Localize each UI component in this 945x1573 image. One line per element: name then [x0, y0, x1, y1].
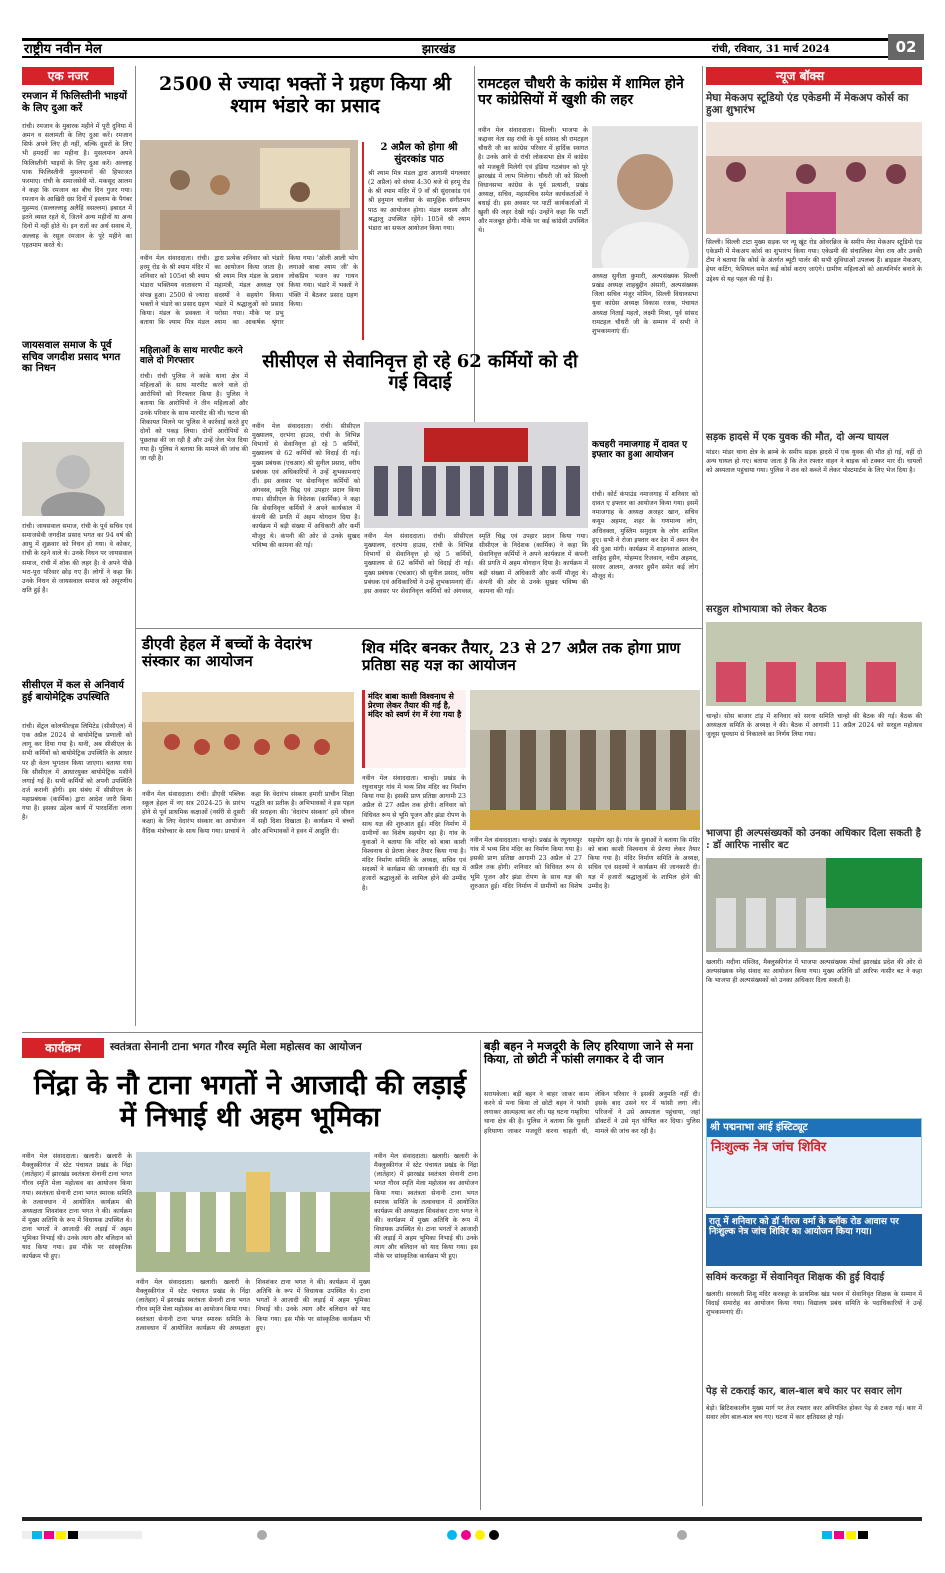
karyakram-label: कार्यक्रम [22, 1038, 104, 1058]
page-number: 02 [888, 34, 924, 60]
section-name: झारखंड [422, 42, 456, 56]
left-story2-title: जायसवाल समाज के पूर्व सचिव जगदीश प्रसाद भगत का निधन [22, 340, 121, 374]
headline-ccl-retirement: सीसीएल से सेवानिवृत्त हो रहे 62 कर्मियों को दी गई विदाई [262, 351, 578, 393]
shiv-mandir-photo [470, 690, 700, 830]
headline-arrest: महिलाओं के साथ मारपीट करने वाले दो गिरफ्तार [140, 346, 243, 367]
right-story4-body: खलारी। मदीना मस्जिद, मैक्लुस्कीगंज में भाजपा अल्पसंख्यक मोर्चा झारखंड प्रदेश की ओर से अल्पसंख्यक स्नेह संवाद का आयोजन किया गया। मुख्य अतिथि डॉ आरिफ नासीर बट ने कहा कि भाजपा ही अल्पसंख्यकों को उनका अधिकार दिला सकती है। [706, 959, 922, 985]
right-story2-body: मांडर। मांडर थाना क्षेत्र के ब्राम्बे के समीप सड़क हादसे में एक युवक की मौत हो गई, वहीं दो अन्य घायल हो गए। बताया जाता है कि तेज रफ्तार वाहन ने बाइक को टक्कर मार दी। घायलों को अस्पताल पहुंचाया गया। पुलिस ने शव को कब्जे में लेकर पोस्टमार्टम के लिए भेज दिया है। [706, 449, 922, 475]
shiv-subhead: मंदिर बाबा काशी विश्वनाथ से प्रेरणा लेकर तैयार की गई है, मंदिर को स्वर्ण रंग में रंगा गया है [368, 691, 462, 720]
ccl-body: नवीन मेल संवाददाता। रांची। सीसीएल मुख्यालय, दरभंगा हाउस, रांची के विभिन्न विभागों से सेवानिवृत्त हो रहे 5 कर्मियों, मुख्यालय से 62 कर्मियों को विदाई दी गई। मुख्य प्रबंधक (एचआर) श्री सुनील प्रसाद, वरीय प्रबंधक एवं अधिकारियों ने उन्हें शुभकामनाएं दीं। इस अवसर पर सेवानिवृत्त कर्मियों को अंगवस्त्र, स्मृति चिह्न एवं उपहार प्रदान किया गया। सीसीएल के निदेशक (कार्मिक) ने कहा कि सेवानिवृत्त कर्मियों ने अपने कार्यकाल में कंपनी की प्रगति में अहम योगदान दिया है। कार्यक्रम में बड़ी संख्या में अधिकारी और कर्मी मौजूद थे। कंपनी की ओर से उनके सुखद भविष्य की कामना की गई। [252, 423, 360, 549]
shiv-subhead-box [362, 690, 466, 768]
headline-dav: डीएवी हेहल में बच्चों के वेदारंभ संस्कार का आयोजन [142, 635, 312, 671]
shiv-body: नवीन मेल संवाददाता। चान्हो। प्रखंड के रघुनाथपुर गांव में भव्य शिव मंदिर का निर्माण किया गया है। इसकी प्राण प्रतिष्ठा आगामी 23 अप्रैल से 27 अप्रैल तक होगी। शनिवार को विधिवत रूप से भूमि पूजन और झंडा रोपण के साथ यज्ञ की शुरुआत हुई। मंदिर निर्माण में ग्रामीणों का विशेष सहयोग रहा है। गांव के युवाओं ने बताया कि मंदिर को बाबा काशी विश्वनाथ से प्रेरणा लेकर तैयार किया गया है। मंदिर निर्माण समिति के अध्यक्ष, सचिव एवं सदस्यों ने कार्यक्रम की जानकारी दी। यज्ञ में हजारों श्रद्धालुओं के शामिल होने की उम्मीद है। [362, 775, 466, 892]
iftar-body: रांची। कोर्ट कंपाउंड नमाजगाह में शनिवार को दावत ए इफ्तार का आयोजन किया गया। इसमें नमाजगाह के अध्यक्ष अजहर खान, सचिव कयूम अहमद, शहर के गणमान्य लोग, अधिवक्ता, मुस्लिम समुदाय के लोग शामिल हुए। सभी ने रोजा इफ्तार कर देश में अमन चैन की दुआ मांगी। कार्यक्रम में शाहनवाज आलम, शाहिद हुसैन, मोहम्मद रिजवान, नदीम अहमद, सरवर आलम, अनवर हुसैन समेत कई लोग मौजूद थे। [592, 491, 698, 581]
karyakram-strap: स्वतंत्रता सेनानी टाना भगत गौरव स्मृति मेला महोत्सव का आयोजन [110, 1041, 362, 1053]
bjp-meeting-photo [706, 858, 922, 952]
headline-iftar: कचहरी नमाजगाह में दावत ए इफ्तार का हुआ आयोजन [592, 440, 688, 461]
sister-body: सरायकेला। बड़ी बहन ने बाहर जाकर काम करने से मना किया तो छोटी बहन ने फांसी लगाकर आत्महत्या कर ली। यह घटना गम्हरिया थाना क्षेत्र की है। पुलिस ने बताया कि युवती हरियाणा जाकर मजदूरी करना चाहती थी, लेकिन परिवार ने इसकी अनुमति नहीं दी। इसके बाद उसने घर में फांसी लगा ली। परिजनों ने उसे अस्पताल पहुंचाया, जहां डॉक्टरों ने उसे मृत घोषित कर दिया। पुलिस मामले की जांच कर रही है। [484, 1091, 700, 1135]
tana-bhagat-body-3: नवीन मेल संवाददाता। खलारी। खलारी के मैक्लुस्कीगंज में स्टेट पंचायत प्रखंड के निंद्रा (लातेहार) में झारखंड स्वतंत्रता सेनानी टाना भगत गौरव स्मृति मेला महोत्सव का आयोजन किया गया। स्वतंत्रता सेनानी टाना भगत स्मारक समिति के तत्वावधान में आयोजित कार्यक्रम की अध्यक्षता शिवशंकर टाना भगत ने की। कार्यक्रम में मुख्य अतिथि के रूप में विधायक उपस्थित थे। टाना भगतों ने आजादी की लड़ाई में अहम भूमिका निभाई थी। उनके त्याग और बलिदान को याद किया गया। इस मौके पर सांस्कृतिक कार्यक्रम भी हुए। [374, 1153, 478, 1261]
tana-bhagat-body: नवीन मेल संवाददाता। खलारी। खलारी के मैक्लुस्कीगंज में स्टेट पंचायत प्रखंड के निंद्रा (लातेहार) में झारखंड स्वतंत्रता सेनानी टाना भगत गौरव स्मृति मेला महोत्सव का आयोजन किया गया। स्वतंत्रता सेनानी टाना भगत स्मारक समिति के तत्वावधान में आयोजित कार्यक्रम की अध्यक्षता शिवशंकर टाना भगत ने की। कार्यक्रम में मुख्य अतिथि के रूप में विधायक उपस्थित थे। टाना भगतों ने आजादी की लड़ाई में अहम भूमिका निभाई थी। उनके त्याग और बलिदान को याद किया गया। इस मौके पर सांस्कृतिक कार्यक्रम भी हुए। [22, 1153, 132, 1261]
headline-shiv-mandir: शिव मंदिर बनकर तैयार, 23 से 27 अप्रैल तक होगा प्राण प्रतिष्ठा सह यज्ञ का आयोजन [362, 639, 681, 675]
eye-camp-title: निःशुल्क नेत्र जांच शिविर [711, 1139, 827, 1155]
paper-name: राष्ट्रीय नवीन मेल [24, 42, 102, 57]
right-story6-title: पेड़ से टकराई कार, बाल-बाल बचे कार पर सवार लोग [706, 1386, 902, 1397]
right-story1-title: मेघा मेकअप स्टूडियो एंड एकेडमी में मेकअप कोर्स का हुआ शुभारंभ [706, 92, 909, 117]
eye-camp-banner [706, 1118, 922, 1208]
right-story4-title: भाजपा ही अल्पसंख्यकों को उनका अधिकार दिला सकती है : डॉ आरिफ नासीर बट [706, 828, 921, 851]
tana-bhagat-body-2: नवीन मेल संवाददाता। खलारी। खलारी के मैक्लुस्कीगंज में स्टेट पंचायत प्रखंड के निंद्रा (लातेहार) में झारखंड स्वतंत्रता सेनानी टाना भगत गौरव स्मृति मेला महोत्सव का आयोजन किया गया। स्वतंत्रता सेनानी टाना भगत स्मारक समिति के तत्वावधान में आयोजित कार्यक्रम की अध्यक्षता शिवशंकर टाना भगत ने की। कार्यक्रम में मुख्य अतिथि के रूप में विधायक उपस्थित थे। टाना भगतों ने आजादी की लड़ाई में अहम भूमिका निभाई थी। उनके त्याग और बलिदान को याद किया गया। इस मौके पर सांस्कृतिक कार्यक्रम भी हुए। [136, 1279, 370, 1332]
right-story6-body: बेड़ो। ब्रिटिशकालीन मुख्य मार्ग पर तेज रफ्तार कार अनियंत्रित होकर पेड़ से टकरा गई। कार में सवार लोग बाल-बाल बच गए। घटना में कार क्षतिग्रस्त हो गई। [706, 1405, 922, 1422]
right-story5-title: सविमं करकट्टा में सेवानिवृत शिक्षक की हुई विदाई [706, 1272, 885, 1283]
right-story3-body: चान्हो। सोस बाजार टांड़ में शनिवार को सरना समिति चान्हो की बैठक की गई। बैठक की अध्यक्षता समिति के अध्यक्ष ने की। बैठक में आगामी 11 अप्रैल 2024 को सरहुल महोत्सव जुलूस धूमधाम से निकालने का निर्णय लिया गया। [706, 713, 922, 739]
headline-ramtahal: रामटहल चौधरी के कांग्रेस में शामिल होने पर कांग्रेसियों में खुशी की लहर [478, 76, 684, 109]
color-registration-strip [22, 1526, 922, 1538]
bhandara-photo [140, 140, 358, 250]
arrest-body: रांची। रांची पुलिस ने कांके थाना क्षेत्र में महिलाओं के साथ मारपीट करने वाले दो आरोपियों को गिरफ्तार किया है। पुलिस ने बताया कि आरोपियों ने तीन महिलाओं और उनके परिवार के साथ मारपीट की थी। घटना की शिकायत मिलने पर पुलिस ने कार्रवाई करते हुए दोनों को पकड़ लिया। दोनों आरोपियों से पूछताछ की जा रही है और उन्हें जेल भेज दिया गया है। पुलिस ने बताया कि मामले की जांच की जा रही है। [140, 373, 248, 463]
jagdish-photo [22, 442, 124, 516]
sundarkand-body: श्री श्याम मित्र मंडल द्वारा आगामी मंगलवार (2 अप्रैल) को संध्या 4:30 बजे से हरमू रोड के श्री श्याम मंदिर में 9 वाँ श्री सुंदरकांड एवं श्री हनुमान चालीसा के सामूहिक संगीतमय पाठ का आयोजन होगा। मंडल सदस्य और श्रद्धालु उपस्थित रहेंगे। 105वें श्री श्याम भंडारा का सफल आयोजन किया गया। [368, 170, 470, 232]
makeup-photo [706, 122, 922, 234]
sundarkand-box [362, 142, 470, 340]
masthead [22, 38, 922, 58]
left-story3-body: रांची। सेंट्रल कोलफील्ड्स लिमिटेड (सीसीएल) में एक अप्रैल 2024 से बायोमेट्रिक प्रणाली को लागू कर दिया गया है। यानी, अब सीसीएल के सभी कर्मियों को बायोमेट्रिक उपस्थिति के आधार पर ही वेतन भुगतान किया जाएगा। बताया गया कि सीसीएल में आधारयुक्त बायोमेट्रिक मशीनें लगाई गई हैं। सभी कर्मियों को अपनी उपस्थिति दर्ज करानी होगी। इस संबंध में सीसीएल के महाप्रबंधक (कार्मिक) द्वारा आदेश जारी किया गया है। इसका उद्देश्य कार्य में पारदर्शिता लाना है। [22, 723, 132, 822]
eye-institute-name: श्री पद्मनाभा आई इंस्टिट्यूट [707, 1119, 921, 1137]
headline-tana-bhagat: निंद्रा के नौ टाना भगतों ने आजादी की लड़ाई में निभाई थी अहम भूमिका [33, 1070, 467, 1134]
left-story3-title: सीसीएल में कल से अनिवार्य हुई बायोमेट्रिक उपस्थिति [22, 680, 124, 703]
headline-shyam-bhandara: 2500 से ज्यादा भक्तों ने ग्रहण किया श्री श्याम भंडारे का प्रसाद [158, 73, 452, 117]
news-box-label: न्यूज बॉक्स [706, 67, 922, 85]
footer-rule [22, 1517, 922, 1521]
right-story5-body: खलारी। सरस्वती शिशु मंदिर करकट्टा के प्राथमिक खंड भवन में सेवानिवृत शिक्षक के सम्मान में विदाई समारोह का आयोजन किया गया। विद्यालय प्रबंध समिति के पदाधिकारियों ने उन्हें शुभकामनाएं दीं। [706, 1291, 922, 1317]
shiv-body-2: नवीन मेल संवाददाता। चान्हो। प्रखंड के रघुनाथपुर गांव में भव्य शिव मंदिर का निर्माण किया गया है। इसकी प्राण प्रतिष्ठा आगामी 23 अप्रैल से 27 अप्रैल तक होगी। शनिवार को विधिवत रूप से भूमि पूजन और झंडा रोपण के साथ यज्ञ की शुरुआत हुई। मंदिर निर्माण में ग्रामीणों का विशेष सहयोग रहा है। गांव के युवाओं ने बताया कि मंदिर को बाबा काशी विश्वनाथ से प्रेरणा लेकर तैयार किया गया है। मंदिर निर्माण समिति के अध्यक्ष, सचिव एवं सदस्यों ने कार्यक्रम की जानकारी दी। यज्ञ में हजारों श्रद्धालुओं के शामिल होने की उम्मीद है। [470, 837, 700, 890]
dav-body: नवीन मेल संवाददाता। रांची। डीएवी पब्लिक स्कूल हेहल में नए सत्र 2024-25 के प्रारंभ होने से पूर्व प्राथमिक कक्षाओं (नर्सरी से दूसरी कक्षा) के लिए वेदारंभ संस्कार का आयोजन वैदिक मंत्रोच्चार के साथ किया गया। प्राचार्य ने कहा कि वेदारंभ संस्कार हमारी प्राचीन शिक्षा पद्धति का प्रतीक है। अभिभावकों ने इस पहल की सराहना की। 'वेदारंभ संस्कार' हमें जीवन में सही दिशा दिखाता है। कार्यक्रम में बच्चों और अभिभावकों ने हवन में आहुति दी। [142, 791, 354, 835]
tana-bhagat-photo [136, 1152, 370, 1272]
ramtahal-body: नवीन मेल संवाददाता। सिल्ली। भाजपा के कद्दावर नेता सह रांची के पूर्व सांसद श्री रामटहल चौधरी जी का कांग्रेस परिवार में हार्दिक स्वागत है। उनके आने से रांची लोकसभा क्षेत्र में कांग्रेस को मजबूती मिलेगी एवं इंडिया गठबंधन को पूरे झारखंड में लाभ मिलेगा। चौधरी जी को सिल्ली विधानसभा कांग्रेस के पूर्व प्रत्याशी, प्रखंड अध्यक्ष, सचिव, महासचिव समेत कार्यकर्ताओं ने बधाई दी। इस अवसर पर पार्टी कार्यकर्ताओं में खुशी की लहर देखी गई। उन्होंने कहा कि पार्टी और मजबूत होगी। मौके पर कई कांग्रेसी उपस्थित थे। [478, 127, 588, 235]
right-story3-title: सरहुल शोभायात्रा को लेकर बैठक [706, 604, 827, 615]
left-story1-body: रांची। रमजान के मुबारक महीने में पूरी दुनिया में अमन व सलामती के लिए दुआ करें। रमजान सिर्फ अपने लिए ही नहीं, बल्कि दूसरों के लिए भी हमदर्दी का महीना है। मुसलमान अपने फिलिस्तीनी भाइयों के लिए दुआ करें। अल्लाह पाक फिलिस्तीनी मुसलमानों की हिफाजत फरमाए। रांची के समाजसेवी मो. मकसूद आलम ने कहा कि रमजान का बीच दिन गुजर गया। रमजान के आखिरी दस दिनों में इस्लाम के पैगंबर मुहम्मद (सल्लल्लाहु अलैहि वसल्लम) इबादत में इतने व्यस्त रहते थे, जितने अन्य महीनों या अन्य दिनों में नहीं होते थे। इन रातों का अर्थ सवाब में, अल्लाह के रसूल रमजान के पूरे महीने का एहतमाम करते थे। [22, 123, 132, 249]
right-story1-body: सिल्ली। सिल्ली टाटा मुख्य सड़क पर न्यू खूंट रोड ओवरब्रिज के समीप मेघा मेकअप स्टूडियो एंड एकेडमी में मेकअप कोर्स का शुभारंभ किया गया। एकेडमी की संचालिका मेघा राय और उनकी टीम ने बताया कि कोर्स के अंतर्गत ब्यूटी पार्लर की सभी सुविधाओं उपलब्ध हैं। ब्राइडल मेकअप, हेयर कटिंग, फेशियल समेत कई कोर्स कराए जाएंगे। ग्रामीण महिलाओं को आत्मनिर्भर बनाने के उद्देश्य से यह पहल की गई है। [706, 239, 922, 283]
sarhul-photo [706, 622, 922, 706]
right-story2-title: सड़क हादसे में एक युवक की मौत, दो अन्य घायल [706, 432, 889, 443]
dav-photo [142, 692, 354, 784]
headline-sister: बड़ी बहन ने मजदूरी के लिए हरियाणा जाने से मना किया, तो छोटी ने फांसी लगाकर दे दी जान [484, 1039, 693, 1067]
ccl-photo [364, 422, 588, 528]
dateline: रांची, रविवार, 31 मार्च 2024 [712, 44, 830, 55]
ccl-body-2: नवीन मेल संवाददाता। रांची। सीसीएल मुख्यालय, दरभंगा हाउस, रांची के विभिन्न विभागों से सेवानिवृत्त हो रहे 5 कर्मियों, मुख्यालय से 62 कर्मियों को विदाई दी गई। मुख्य प्रबंधक (एचआर) श्री सुनील प्रसाद, वरीय प्रबंधक एवं अधिकारियों ने उन्हें शुभकामनाएं दीं। इस अवसर पर सेवानिवृत्त कर्मियों को अंगवस्त्र, स्मृति चिह्न एवं उपहार प्रदान किया गया। सीसीएल के निदेशक (कार्मिक) ने कहा कि सेवानिवृत्त कर्मियों ने अपने कार्यकाल में कंपनी की प्रगति में अहम योगदान दिया है। कार्यक्रम में बड़ी संख्या में अधिकारी और कर्मी मौजूद थे। कंपनी की ओर से उनके सुखद भविष्य की कामना की गई। [364, 533, 588, 595]
ramtahal-caption: अध्यक्ष सुनीता कुमारी, अल्पसंख्यक सिल्ली प्रखंड अध्यक्ष शाहबुद्दीन अंसारी, अल्पसंख्यक जिला सचिव मंजूर मोमिन, सिल्ली विधानसभा युवा कांग्रेस अध्यक्ष विकास रजक, पंचायत अध्यक्ष निताई महतो, लक्ष्मी मिश्रा, पूर्व सांसद रामटहल चौधरी जी के सम्मान में सभी ने शुभकामनाएं दीं। [592, 273, 698, 335]
ramtahal-photo [592, 126, 698, 268]
sundarkand-title: 2 अप्रैल को होगा श्री सुंदरकांड पाठ [380, 142, 458, 165]
eye-camp-caption-box [706, 1214, 922, 1266]
bhandara-body: नवीन मेल संवाददाता। रांची। हरमू रोड के श्री श्याम मंदिर में शनिवार को 105वां श्री श्याम भंडारा भक्तिमय वातावरण में संपन्न हुआ। 2500 से ज्यादा भक्तों ने भंडारे का प्रसाद ग्रहण किया। मंडल के प्रवक्ता ने बताया कि श्याम मित्र मंडल द्वारा प्रत्येक शनिवार को भंडारे का आयोजन किया जाता है। श्री श्याम मित्र मंडल के प्रधान महामंत्री, मंडल अध्यक्ष एवं सदस्यों ने सहयोग किया। भंडारे में श्रद्धालुओं को प्रसाद परोसा गया। मौके पर प्रभु श्याम का आकर्षक श्रृंगार किया गया। 'ओली आली भोग लगाओ बाबा श्याम जी' के लोकप्रिय भजन का गायन किया गया। भंडारे में भक्तों ने पंक्ति में बैठकर प्रसाद ग्रहण किया। [140, 255, 358, 326]
ek-nazar-label: एक नजर [22, 67, 114, 85]
left-story1-title: रमजान में फिलिस्तीनी भाइयों के लिए दुआ करें [22, 91, 127, 114]
eye-camp-caption: रातू में शनिवार को डॉ नीरज वर्मा के ब्लॉक रोड आवास पर निःशुल्क नेत्र जांच शिविर का आयोजन किया गया। [709, 1217, 899, 1238]
left-story2-body: रांची। जायसवाल समाज, रांची के पूर्व सचिव एवं समाजसेवी जगदीश प्रसाद भगत का 94 वर्ष की आयु में शुक्रवार को निधन हो गया। वे कोकर, रांची के रहने वाले थे। उनके निधन पर जायसवाल समाज, रांची में शोक की लहर है। वे अपने पीछे भरा-पूरा परिवार छोड़ गए हैं। लोगों ने कहा कि उनके निधन से जायसवाल समाज को अपूरणीय क्षति हुई है। [22, 523, 132, 594]
